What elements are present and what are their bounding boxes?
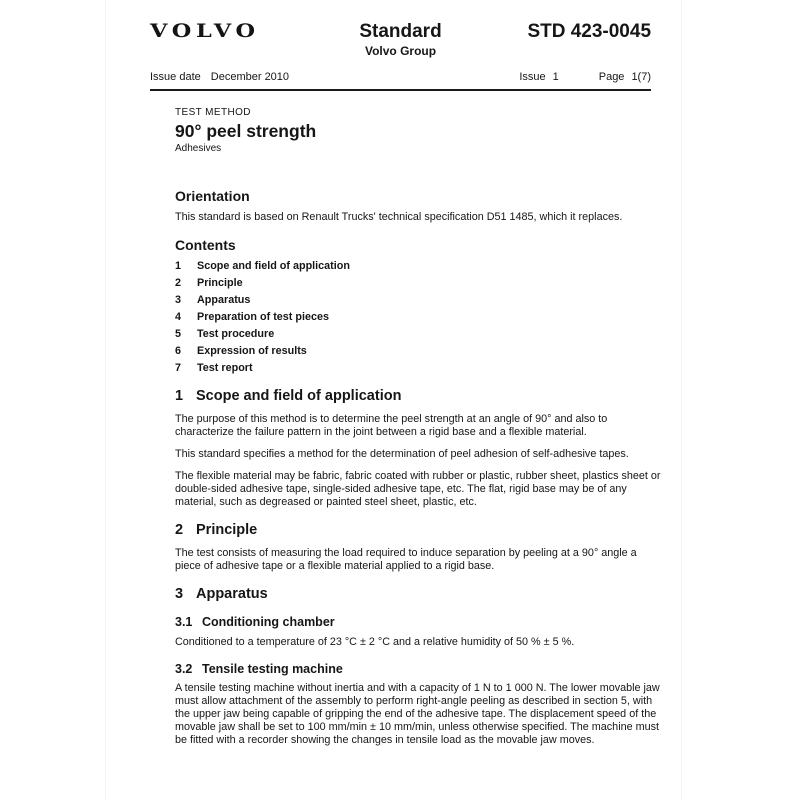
toc-item-label: Principle <box>197 277 243 290</box>
issue-date-label: Issue date <box>150 70 201 83</box>
toc-item-number: 1 <box>175 260 182 273</box>
paragraph: The purpose of this method is to determine the peel strength at an angle of 90° and also to characterize the failure pattern in the joint between a rigid base and a flexible material. <box>175 412 608 438</box>
section-title: Apparatus <box>196 585 268 602</box>
title-block <box>175 106 661 155</box>
subsection-number: 3.2 <box>175 661 193 676</box>
section-number: 3 <box>175 585 184 602</box>
toc-item <box>175 345 661 358</box>
subsection-number: 3.1 <box>175 615 193 630</box>
page-header <box>150 20 651 91</box>
toc-item <box>175 328 661 341</box>
page-pair <box>599 71 651 83</box>
paragraph: The flexible material may be fabric, fabric coated with rubber or plastic, rubber sheet, plastics sheet or double-sided adhesive tape, single-sided adhesive tape, etc. The flat, rigid base may be of any material, such as degreased or painted steel sheet, plastic, etc. <box>175 469 661 508</box>
toc-item-label: Scope and field of application <box>197 260 350 273</box>
paragraph: This standard specifies a method for the determination of peel adhesion of self-adhesive tapes. <box>175 447 629 460</box>
section-apparatus <box>175 586 661 747</box>
doc-number: STD 423-0045 <box>527 21 652 42</box>
paragraph: A tensile testing machine without inertia and with a capacity of 1 N to 1 000 N. The lower movable jaw must allow attachment of the assembly to perform right-angle peeling as described in section 5, with the upper jaw being capable of gripping the end of the adhesive tape. The displacement speed of the movable jaw shall be set to 100 mm/min ± 10 mm/min, unless otherwise specified. The machine must be fitted with a recorder showing the changes in tensile load as the movable jaw moves. <box>175 682 660 747</box>
issue-pair <box>519 71 558 83</box>
section-principle <box>175 522 661 573</box>
paragraph: The test consists of measuring the load required to induce separation by peeling at a 90° angle a piece of adhesive tape or a flexible material applied to a rigid base. <box>175 546 637 572</box>
toc-item-number: 5 <box>175 328 182 341</box>
volvo-logo: VOLVO <box>150 20 260 42</box>
issue-label: Issue <box>519 70 546 83</box>
orientation-heading: Orientation <box>175 188 250 205</box>
subsection-title: Conditioning chamber <box>202 615 335 630</box>
issue-page-group <box>519 71 651 83</box>
toc-item-number: 2 <box>175 277 182 290</box>
issue-date-value: December 2010 <box>210 70 290 83</box>
toc-item-number: 6 <box>175 345 182 358</box>
toc-item-label: Apparatus <box>197 294 251 307</box>
header-left <box>150 20 359 42</box>
section-number: 1 <box>175 388 184 405</box>
document-subtitle: Adhesives <box>175 143 222 155</box>
page-right-edge <box>681 0 682 800</box>
toc-item <box>175 311 661 324</box>
toc-item-number: 3 <box>175 294 182 307</box>
subsection-3-2-heading <box>175 662 661 676</box>
toc-item-label: Test report <box>197 362 253 375</box>
subsection-conditioning-chamber <box>175 615 661 648</box>
document-body <box>175 106 661 756</box>
section-scope <box>175 388 661 509</box>
subsection-tensile-testing-machine <box>175 662 661 747</box>
toc-item <box>175 362 661 375</box>
doc-type-title: Standard <box>359 21 442 42</box>
subsection-title: Tensile testing machine <box>202 661 343 676</box>
issue-date-group <box>150 71 289 83</box>
header-center <box>359 22 441 58</box>
toc-item-number: 7 <box>175 362 182 375</box>
org-name: Volvo Group <box>364 43 437 58</box>
section-title: Principle <box>196 521 258 538</box>
document-title: 90° peel strength <box>175 121 317 141</box>
toc-item <box>175 260 661 273</box>
toc-item-label: Test procedure <box>197 328 275 341</box>
section-title: Scope and field of application <box>196 388 402 405</box>
page-value: 1(7) <box>631 70 651 83</box>
section-2-heading <box>175 522 661 539</box>
toc-item-number: 4 <box>175 311 182 324</box>
issue-value: 1 <box>552 70 559 83</box>
header-right <box>442 21 651 43</box>
section-1-heading <box>175 388 661 405</box>
section-3-heading <box>175 586 661 603</box>
page-left-edge <box>105 0 106 800</box>
contents-heading: Contents <box>175 237 236 254</box>
header-meta-row <box>150 71 651 91</box>
orientation-paragraph: This standard is based on Renault Trucks' technical specification D51 1485, which it replaces. <box>175 211 623 224</box>
toc-item <box>175 294 661 307</box>
page-label: Page <box>598 70 625 83</box>
paragraph: Conditioned to a temperature of 23 °C ± 2 °C and a relative humidity of 50 % ± 5 %. <box>175 635 575 648</box>
section-number: 2 <box>175 521 184 538</box>
header-top-row <box>150 20 651 58</box>
document-category: TEST METHOD <box>175 107 251 118</box>
toc-item <box>175 277 661 290</box>
subsection-3-1-heading <box>175 615 661 629</box>
orientation-section <box>175 188 661 224</box>
toc-item-label: Preparation of test pieces <box>197 311 330 324</box>
contents-section <box>175 237 661 375</box>
toc-item-label: Expression of results <box>197 345 307 358</box>
